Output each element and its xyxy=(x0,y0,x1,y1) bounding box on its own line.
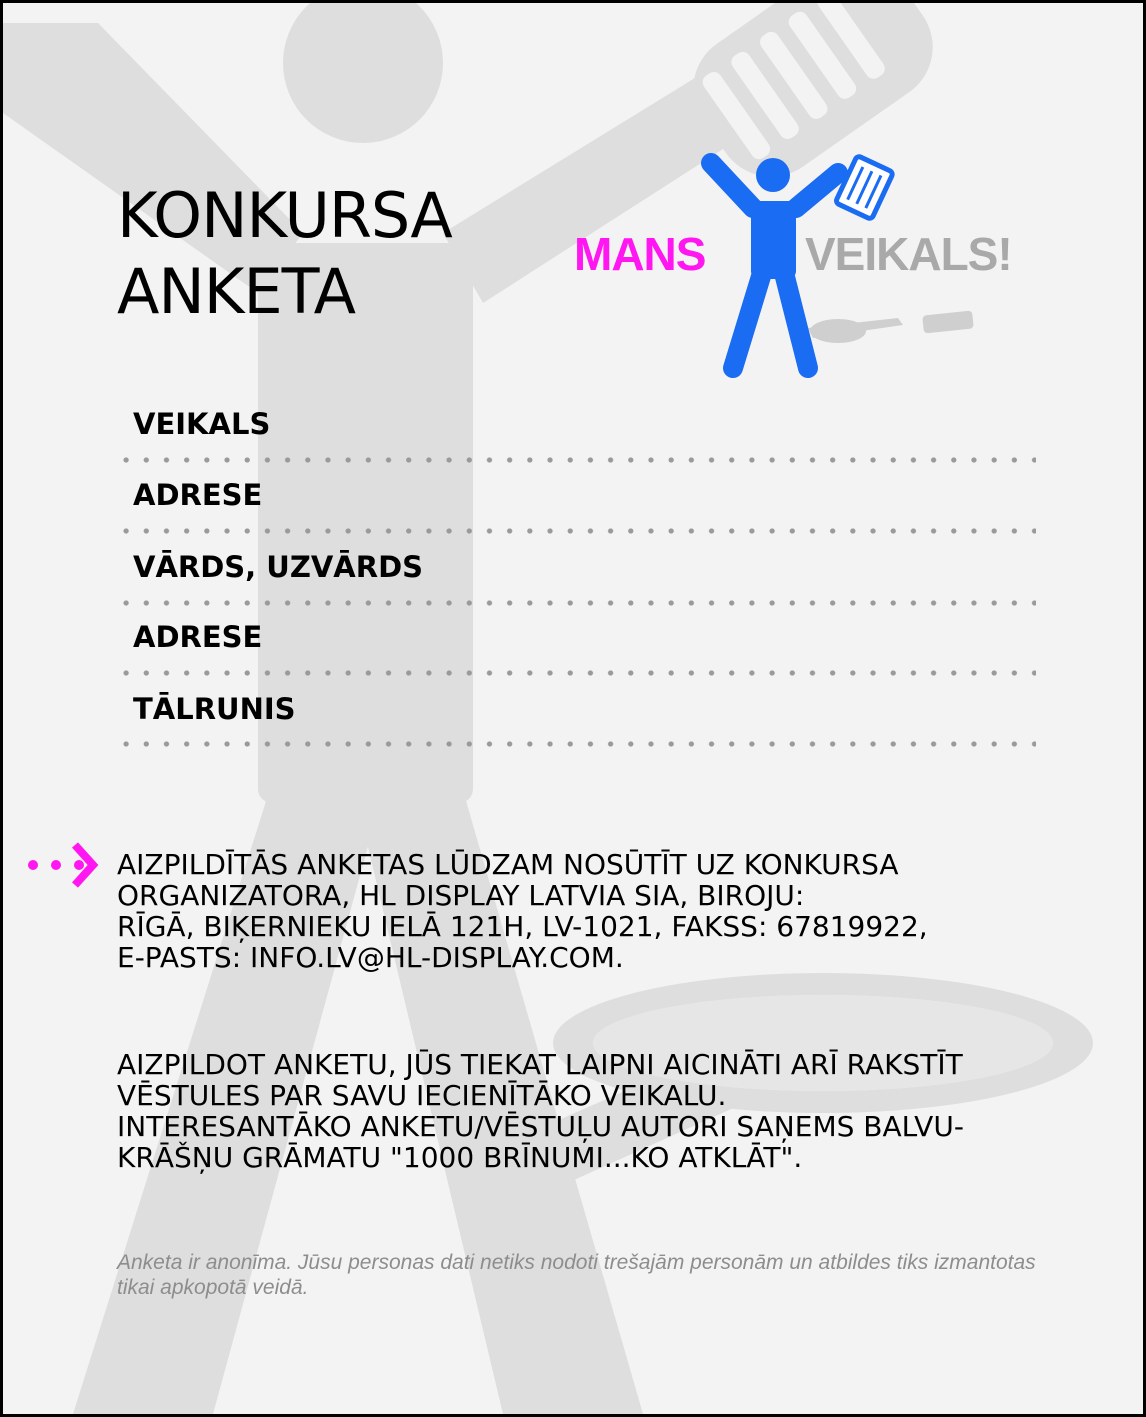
dotted-line[interactable] xyxy=(116,670,1036,676)
dotted-arrow-icon xyxy=(27,841,117,891)
field-label: ADRESE xyxy=(133,478,263,512)
field-label: VĀRDS, UZVĀRDS xyxy=(133,550,424,584)
dotted-line[interactable] xyxy=(116,741,1036,747)
dotted-line[interactable] xyxy=(116,600,1036,606)
dotted-line[interactable] xyxy=(116,528,1036,534)
title-line-1: KONKURSA xyxy=(117,179,452,252)
mans-veikals-logo xyxy=(568,153,1048,388)
title-line-2: ANKETA xyxy=(117,255,356,328)
field-label: VEIKALS xyxy=(133,407,271,441)
logo-word-mans: MANS xyxy=(574,228,706,280)
privacy-footnote: Anketa ir anonīma. Jūsu personas dati netiks nodoti trešajām personām un atbildes tiks izmantotas tikai apkopotā veidā. xyxy=(117,1251,1036,1299)
dotted-line[interactable] xyxy=(116,457,1036,463)
instructions-paragraph-1: AIZPILDĪTĀS ANKETAS LŪDZAM NOSŪTĪT UZ KONKURSA ORGANIZATORA, HL DISPLAY LATVIA SIA, BIROJU: RĪGĀ, BIĶERNIEKU IELĀ 121H, LV-1021, FAKSS: 67819922, E-PASTS: INFO.LV@HL-DISPLAY.COM. xyxy=(117,848,928,974)
instructions-paragraph-2: AIZPILDOT ANKETU, JŪS TIEKAT LAIPNI AICINĀTI ARĪ RAKSTĪT VĒSTULES PAR SAVU IECIENĪTĀKO VEIKALU. INTERESANTĀKO ANKETU/VĒSTUĻU AUTORI SAŅEMS BALVU- KRĀŠŅU GRĀMATU "1000 BRĪNUMI...KO ATKLĀT". xyxy=(117,1048,964,1174)
field-label: ADRESE xyxy=(133,620,263,654)
logo-word-veikals: VEIKALS! xyxy=(805,228,1012,280)
field-label: TĀLRUNIS xyxy=(133,692,296,726)
page-title xyxy=(117,178,452,330)
